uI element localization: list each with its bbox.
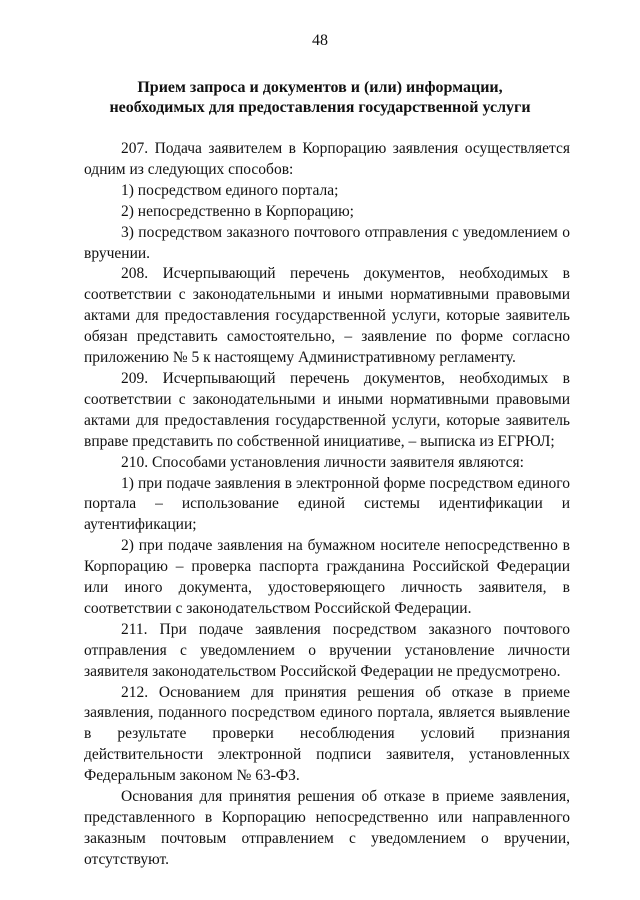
paragraph-207-item-3: 3) посредством заказного почтового отправления с уведомлением о вручении. (84, 223, 570, 262)
document-body (84, 139, 570, 871)
paragraph-209: 209. Исчерпывающий перечень документов, необходимых в соответствии с законодательными и иными нормативными правовыми актами для предоставления государственной услуги, которые заявитель вправе представить по собственной инициативе, – выписка из ЕГРЮЛ; (84, 369, 570, 450)
section-title (70, 78, 570, 118)
paragraph-212: 212. Основанием для принятия решения об отказе в приеме заявления, поданного посредством единого портала, является выявление в результате проверки несоблюдения условий признания действительности электронной подписи заявителя, установленных Федеральным законом № 63-ФЗ. (84, 683, 570, 785)
paragraph-211: 211. При подаче заявления посредством заказного почтового отправления с уведомлением о вручении установление личности заявителя законодательством Российской Федерации не предусмотрено. (84, 620, 570, 680)
paragraph-207-item-1: 1) посредством единого портала; (121, 181, 339, 199)
paragraph-210: 210. Способами установления личности заявителя являются: (121, 453, 524, 471)
paragraph-208: 208. Исчерпывающий перечень документов, необходимых в соответствии с законодательными и иными нормативными правовыми актами для предоставления государственной услуги, которые заявитель обязан представить самостоятельно, – заявление по форме согласно приложению № 5 к настоящему Административному регламенту. (84, 265, 570, 367)
paragraph-207-item-2: 2) непосредственно в Корпорацию; (121, 202, 354, 220)
section-title-line-1: Прием запроса и документов и (или) информации, (137, 79, 503, 96)
paragraph-210-item-1: 1) при подаче заявления в электронной форме посредством единого портала – использование единой системы идентификации и аутентификации; (84, 474, 570, 534)
section-title-line-2: необходимых для предоставления государственной услуги (109, 99, 531, 116)
paragraph-212-continued: Основания для принятия решения об отказе в приеме заявления, представленного в Корпорацию непосредственно или направленного заказным почтовым отправлением с уведомлением о вручении, отсутствуют. (84, 788, 570, 868)
paragraph-207: 207. Подача заявителем в Корпорацию заявления осуществляется одним из следующих способов: (84, 140, 570, 178)
page-number: 48 (312, 32, 328, 49)
paragraph-210-item-2: 2) при подаче заявления на бумажном носителе непосредственно в Корпорацию – проверка паспорта гражданина Российской Федерации или иного документа, удостоверяющего личность заявителя, в соответствии с законодательством Российской Федерации. (84, 537, 570, 617)
